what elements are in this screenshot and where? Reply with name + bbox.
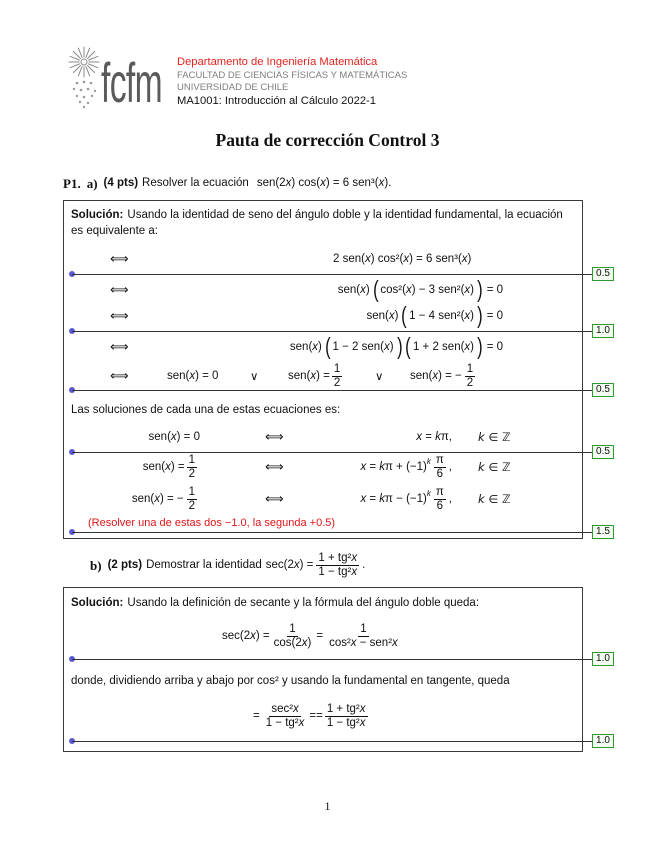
grading-note: (Resolver una de estas dos −1.0, la segunda +0.5) [88, 517, 336, 529]
points-label: (4 pts) [103, 176, 139, 189]
score-rule [72, 390, 592, 391]
part-label: b) [90, 557, 102, 573]
fraction: $\frac{1}{\text{cos²x − sen²x}}$ [329, 622, 398, 649]
statement-text: Demostrar la identidad [146, 558, 262, 571]
university-name: UNIVERSIDAD DE CHILE [177, 82, 289, 93]
solution-text: Usando la identidad de seno del ángulo doble y la identidad fundamental, la ecuación [127, 209, 563, 221]
score-rule [72, 532, 592, 533]
page: fcfm Departamento de Ingeniería Matemática FACULTAD DE CIENCIAS FÍSICAS Y MATEMÁTICAS UNIVERSIDAD DE CHILE MA1001: Introducción al Cálculo 2022-1 Pauta de corrección Control 3 P1. a) (4 pts) Resolver la ecuación sen(2x) cos(x) = 6 sen³(x). Solución: Usando la identidad de seno del ángulo doble y la identidad fundamental, la ecuación es equivalente a: ⟺ 2 sen(x) cos²(x) = 6 sen³(x) 0.5 ⟺ sen(x) ( cos²(x) − 3 sen²(x) ) = 0 ⟺ sen(x) ( 1 − 4 sen²(x) ) = 0 1.0 ⟺ sen(x) ( 1 − 2 sen(x) ) ( 1 + 2 sen(x) ) = 0 ⟺ sen(x) = 0 ∨ sen(x) = $\frac{1}{2}$ ∨ sen(x) = − $\frac{1}{2}$ 0.5 Las soluciones de cada una de estas ecuaciones es: sen(x) = 0 ⟺ x = kπ, k ∈ ℤ 0.5 sen(x) = $\frac{1}{2}$ ⟺ $x = k\pi + (-1)^k$ $\frac{\pi}{6}$ , k ∈ ℤ sen(x) = − $\frac{1}{2}$ ⟺ $x = k\pi - (-1)^k$ $\frac{\pi}{6}$ , k ∈ ℤ (Resolver una de estas dos −1.0, la segunda +0.5) 1.5 b) (2 pts) Demostrar la identidad sec(2x) = $\frac{\text{1 + tg²x}}{\text{1 − tg²x}}$ . Solución: Usando la definición de secante y la fórmula del ángulo doble queda: sec(2x) = $\frac{1}{\cos(2x)}$ = $\frac{1}{\text{cos²x − sen²x}}$ 1.0 donde, dividiendo arriba y abajo por cos² y usando la fundamental en tangente, queda = $\frac{\text{sec²x}}{\text{1 − tg²x}}$ == $\frac{\text{1 + tg²x}}{\text{1 − tg²x}}$ 1.0 1 [0, 0, 655, 848]
fcfm-logo: fcfm [101, 51, 163, 114]
score-rule [72, 741, 592, 742]
part-label: a) [86, 175, 98, 191]
statement-equation-lhs: sec(2x) = [265, 558, 314, 571]
fraction: $\frac{1}{2}$ [466, 362, 474, 389]
fraction: $\frac{1}{2}$ [188, 485, 195, 512]
fraction: $\frac{\text{1 + tg²x}}{\text{1 − tg²x}}$ [318, 551, 358, 578]
solution-intro-line-1 [71, 596, 479, 611]
score-badge: 1.0 [592, 652, 614, 666]
faculty-name: FACULTAD DE CIENCIAS FÍSICAS Y MATEMÁTICAS [177, 70, 408, 81]
points-label: (2 pts) [107, 558, 143, 571]
faculty-emblem-icon [65, 45, 103, 109]
problem-number: P1. [63, 175, 81, 191]
solution-intro-line-1 [71, 208, 563, 223]
solutions-intro: Las soluciones de cada una de estas ecuaciones es: [71, 404, 341, 416]
fraction: $\frac{1}{2}$ [333, 362, 341, 389]
score-badge: 0.5 [592, 267, 614, 281]
solution-text-2: donde, dividiendo arriba y abajo por cos² y usando la fundamental en tangente, queda [71, 675, 510, 687]
score-badge: 1.0 [592, 324, 614, 338]
statement-equation: sen(2x) cos(x) = 6 sen³(x). [256, 176, 392, 189]
fraction: $\frac{\text{sec²x}}{\text{1 − tg²x}}$ [265, 702, 305, 729]
score-rule [72, 659, 592, 660]
score-rule [72, 452, 592, 453]
solution-label: Solución: [71, 597, 124, 609]
department-name: Departamento de Ingeniería Matemática [177, 56, 378, 68]
solution-intro-line-2: es equivalente a: [71, 225, 158, 237]
fraction: $\frac{1}{\cos(2x)}$ [273, 622, 312, 649]
course-name: MA1001: Introducción al Cálculo 2022-1 [177, 95, 377, 107]
solution-label: Solución: [71, 209, 124, 221]
score-badge: 1.5 [592, 525, 614, 539]
score-badge: 0.5 [592, 445, 614, 459]
solution-text: Usando la definición de secante y la fórmula del ángulo doble queda: [127, 597, 480, 609]
fraction: $\frac{\pi}{6}$ [435, 453, 444, 480]
score-rule [72, 274, 592, 275]
solution-box-1b [63, 587, 583, 752]
fraction: $\frac{1}{2}$ [188, 453, 195, 480]
score-badge: 1.0 [592, 734, 614, 748]
fraction: $\frac{\pi}{6}$ [435, 485, 444, 512]
score-badge: 0.5 [592, 383, 614, 397]
score-rule [72, 331, 592, 332]
statement-text: Resolver la ecuación [142, 176, 249, 189]
fraction: $\frac{\text{1 + tg²x}}{\text{1 − tg²x}}$ [326, 702, 366, 729]
page-title: Pauta de corrección Control 3 [215, 130, 440, 150]
page-number: 1 [324, 799, 331, 813]
